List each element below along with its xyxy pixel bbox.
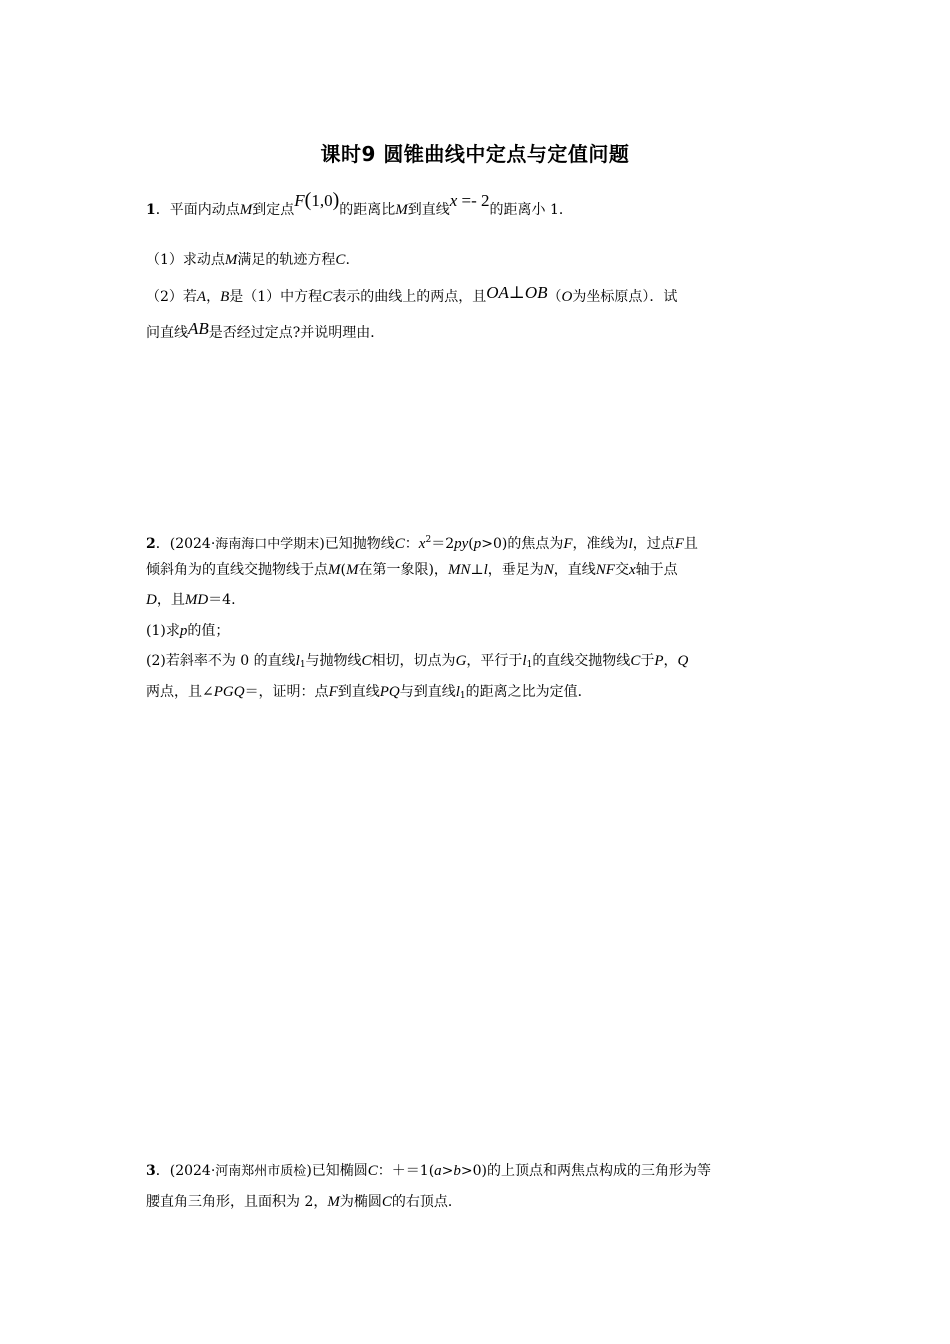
q2-source: 海南海口中学期末 (215, 537, 320, 552)
q1-number: 1 (146, 202, 156, 218)
q1-line-eq: x =- 2 (449, 191, 490, 210)
q3-source: 河南郑州市质检 (215, 1164, 307, 1179)
q1-part-2: （2）若A，B是（1）中方程C表示的曲线上的两点，且OA⊥OB（O为坐标原点）．试 (146, 283, 678, 305)
q2-line-3: D，且MD＝4. (146, 592, 236, 608)
q1-part-1: （1）求动点M满足的轨迹方程C. (146, 252, 350, 268)
q2-part-1: (1)求p的值； (146, 623, 230, 639)
q1-point-F: F(1,0) (294, 189, 340, 211)
q3-line-2: 腰直角三角形，且面积为 2，M为椭圆C的右顶点． (146, 1194, 462, 1210)
q2-part-2: (2)若斜率不为 0 的直线$l_1$与抛物线C相切，切点为G，平行于$l_1$的直线交抛物线C于P，Q (146, 653, 689, 670)
q3-line-1: 3．(2024·河南郑州市质检)已知椭圆C：＋＝1(a>b>0)的上顶点和两焦点构成的三角形为等 (146, 1163, 712, 1179)
q3-number: 3 (146, 1163, 156, 1179)
q2-line-2: 倾斜角为的直线交抛物线于点M(M在第一象限)，MN⊥l，垂足为N，直线NF交x轴于点 (146, 562, 678, 578)
q1-line-1: 1．平面内动点M到定点F(1,0)的距离比M到直线x =- 2的距离小 1． (146, 189, 573, 218)
q2-line-1: 2．(2024·海南海口中学期末)已知抛物线C：$x^2=2py(p>0)$的焦点为F，准线为l，过点F且 (146, 535, 698, 552)
page-title: 课时9 圆锥曲线中定点与定值问题 (320, 142, 630, 166)
q1-part-2-cont: 问直线AB是否经过定点?并说明理由． (146, 319, 385, 341)
q2-part-2-cont: 两点，且∠PGQ＝，证明：点F到直线PQ与到直线$l_1$的距离之比为定值． (146, 684, 592, 701)
q2-number: 2 (146, 536, 156, 552)
